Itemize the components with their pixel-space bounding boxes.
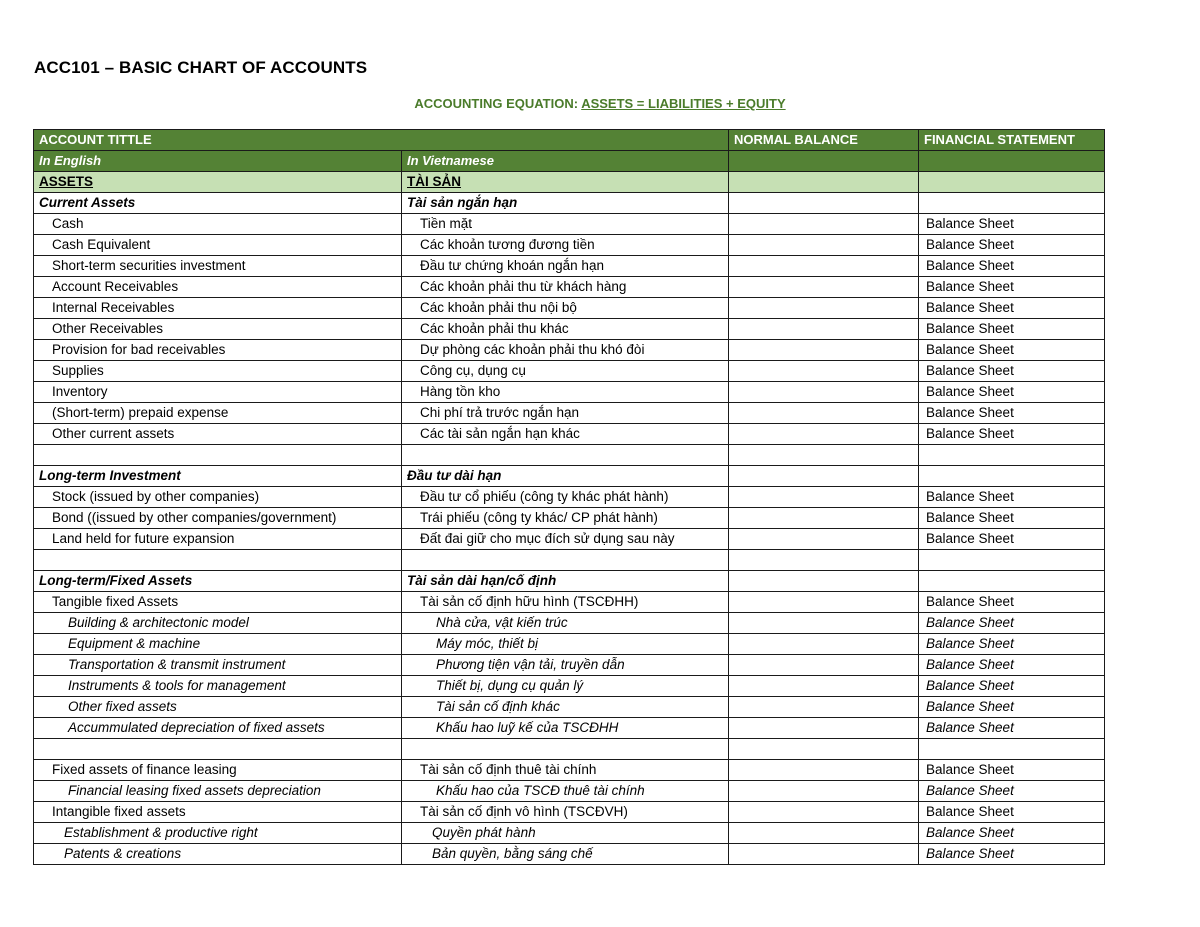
table-row — [34, 172, 1105, 193]
financial-statement-cell: Balance Sheet — [919, 508, 1105, 529]
normal-balance-cell — [729, 634, 919, 655]
normal-balance-cell — [729, 655, 919, 676]
account-name-vietnamese: Tài sản cố định khác — [402, 697, 729, 718]
normal-balance-cell — [729, 172, 919, 193]
normal-balance-cell — [729, 277, 919, 298]
account-name-vietnamese: Các khoản phải thu khác — [402, 319, 729, 340]
table-row — [34, 697, 1105, 718]
table-row — [34, 424, 1105, 445]
account-name-vietnamese: Công cụ, dụng cụ — [402, 361, 729, 382]
normal-balance-cell — [729, 697, 919, 718]
table-row — [34, 487, 1105, 508]
financial-statement-cell: Balance Sheet — [919, 844, 1105, 865]
account-name-english: Internal Receivables — [34, 298, 402, 319]
account-name-english: Tangible fixed Assets — [34, 592, 402, 613]
normal-balance-cell — [729, 718, 919, 739]
table-row — [34, 298, 1105, 319]
account-name-vietnamese: Quyền phát hành — [402, 823, 729, 844]
table-row — [34, 718, 1105, 739]
account-name-english: Other current assets — [34, 424, 402, 445]
account-name-english: Land held for future expansion — [34, 529, 402, 550]
account-name-english: Cash Equivalent — [34, 235, 402, 256]
account-name-english: Long-term/Fixed Assets — [34, 571, 402, 592]
account-name-vietnamese: Máy móc, thiết bị — [402, 634, 729, 655]
financial-statement-cell: Balance Sheet — [919, 697, 1105, 718]
document-title: ACC101 – BASIC CHART OF ACCOUNTS — [34, 58, 368, 77]
normal-balance-cell — [729, 214, 919, 235]
financial-statement-cell: Balance Sheet — [919, 256, 1105, 277]
normal-balance-cell — [729, 403, 919, 424]
account-name-vietnamese: Phương tiện vận tải, truyền dẫn — [402, 655, 729, 676]
table-row — [34, 529, 1105, 550]
account-name-vietnamese: Khấu hao của TSCĐ thuê tài chính — [402, 781, 729, 802]
account-name-vietnamese: Tài sản cố định hữu hình (TSCĐHH) — [402, 592, 729, 613]
financial-statement-cell: Balance Sheet — [919, 487, 1105, 508]
account-name-english: Fixed assets of finance leasing — [34, 760, 402, 781]
account-name-english: Cash — [34, 214, 402, 235]
account-name-vietnamese — [402, 550, 729, 571]
normal-balance-cell — [729, 823, 919, 844]
financial-statement-cell — [919, 571, 1105, 592]
financial-statement-cell: Balance Sheet — [919, 277, 1105, 298]
normal-balance-cell — [729, 361, 919, 382]
account-name-english: (Short-term) prepaid expense — [34, 403, 402, 424]
normal-balance-cell — [729, 676, 919, 697]
financial-statement-cell: Balance Sheet — [919, 529, 1105, 550]
account-name-vietnamese: Khấu hao luỹ kế của TSCĐHH — [402, 718, 729, 739]
equation-value: ASSETS = LIABILITIES + EQUITY — [581, 96, 786, 111]
financial-statement-cell: Balance Sheet — [919, 676, 1105, 697]
account-name-english: Other fixed assets — [34, 697, 402, 718]
header-empty-cell — [729, 151, 919, 172]
account-name-english: Stock (issued by other companies) — [34, 487, 402, 508]
account-name-vietnamese: Nhà cửa, vật kiến trúc — [402, 613, 729, 634]
normal-balance-cell — [729, 193, 919, 214]
financial-statement-cell: Balance Sheet — [919, 424, 1105, 445]
account-name-vietnamese: Các khoản phải thu nội bộ — [402, 298, 729, 319]
financial-statement-cell — [919, 172, 1105, 193]
table-header-row — [34, 130, 1105, 151]
account-name-english: Long-term Investment — [34, 466, 402, 487]
account-name-english: Intangible fixed assets — [34, 802, 402, 823]
account-name-vietnamese: Tiền mặt — [402, 214, 729, 235]
normal-balance-cell — [729, 508, 919, 529]
header-normal-balance: NORMAL BALANCE — [729, 130, 919, 151]
account-name-vietnamese: Tài sản cố định vô hình (TSCĐVH) — [402, 802, 729, 823]
account-name-english: ASSETS — [34, 172, 402, 193]
normal-balance-cell — [729, 340, 919, 361]
normal-balance-cell — [729, 319, 919, 340]
header-in-vietnamese: In Vietnamese — [402, 151, 729, 172]
normal-balance-cell — [729, 571, 919, 592]
accounting-equation — [0, 96, 1200, 111]
equation-label: ACCOUNTING EQUATION: — [414, 96, 582, 111]
normal-balance-cell — [729, 592, 919, 613]
account-name-vietnamese: Đầu tư cổ phiếu (công ty khác phát hành) — [402, 487, 729, 508]
account-name-vietnamese: Thiết bị, dụng cụ quản lý — [402, 676, 729, 697]
normal-balance-cell — [729, 613, 919, 634]
account-name-vietnamese: Chi phí trả trước ngắn hạn — [402, 403, 729, 424]
financial-statement-cell: Balance Sheet — [919, 781, 1105, 802]
table-row — [34, 445, 1105, 466]
account-name-english: Patents & creations — [34, 844, 402, 865]
financial-statement-cell — [919, 445, 1105, 466]
financial-statement-cell — [919, 193, 1105, 214]
table-row — [34, 781, 1105, 802]
financial-statement-cell: Balance Sheet — [919, 802, 1105, 823]
table-row — [34, 760, 1105, 781]
financial-statement-cell — [919, 466, 1105, 487]
account-name-english: Account Receivables — [34, 277, 402, 298]
table-row — [34, 340, 1105, 361]
header-in-english: In English — [34, 151, 402, 172]
account-name-vietnamese: Trái phiếu (công ty khác/ CP phát hành) — [402, 508, 729, 529]
normal-balance-cell — [729, 487, 919, 508]
header-account-title: ACCOUNT TITTLE — [34, 130, 729, 151]
table-row — [34, 802, 1105, 823]
normal-balance-cell — [729, 802, 919, 823]
normal-balance-cell — [729, 844, 919, 865]
financial-statement-cell: Balance Sheet — [919, 634, 1105, 655]
financial-statement-cell: Balance Sheet — [919, 298, 1105, 319]
account-name-english: Transportation & transmit instrument — [34, 655, 402, 676]
normal-balance-cell — [729, 781, 919, 802]
normal-balance-cell — [729, 235, 919, 256]
account-name-english: Short-term securities investment — [34, 256, 402, 277]
header-empty-cell — [919, 151, 1105, 172]
account-name-vietnamese — [402, 445, 729, 466]
account-name-vietnamese: Đầu tư chứng khoán ngắn hạn — [402, 256, 729, 277]
account-name-vietnamese: Dự phòng các khoản phải thu khó đòi — [402, 340, 729, 361]
account-name-vietnamese: Bản quyền, bằng sáng chế — [402, 844, 729, 865]
financial-statement-cell: Balance Sheet — [919, 403, 1105, 424]
table-subheader-row — [34, 151, 1105, 172]
financial-statement-cell: Balance Sheet — [919, 760, 1105, 781]
account-name-english: Equipment & machine — [34, 634, 402, 655]
account-name-english: Establishment & productive right — [34, 823, 402, 844]
account-name-english — [34, 550, 402, 571]
financial-statement-cell: Balance Sheet — [919, 214, 1105, 235]
account-name-english: Inventory — [34, 382, 402, 403]
table-row — [34, 214, 1105, 235]
account-name-vietnamese: Tài sản dài hạn/cố định — [402, 571, 729, 592]
table-row — [34, 655, 1105, 676]
financial-statement-cell: Balance Sheet — [919, 319, 1105, 340]
normal-balance-cell — [729, 298, 919, 319]
financial-statement-cell: Balance Sheet — [919, 655, 1105, 676]
normal-balance-cell — [729, 445, 919, 466]
table-row — [34, 634, 1105, 655]
account-name-english: Supplies — [34, 361, 402, 382]
header-financial-statement: FINANCIAL STATEMENT — [919, 130, 1105, 151]
account-name-vietnamese: Các tài sản ngắn hạn khác — [402, 424, 729, 445]
normal-balance-cell — [729, 466, 919, 487]
table-row — [34, 613, 1105, 634]
normal-balance-cell — [729, 382, 919, 403]
table-row — [34, 739, 1105, 760]
account-name-english — [34, 739, 402, 760]
table-row — [34, 550, 1105, 571]
table-row — [34, 592, 1105, 613]
table-row — [34, 256, 1105, 277]
financial-statement-cell: Balance Sheet — [919, 718, 1105, 739]
table-row — [34, 823, 1105, 844]
account-name-vietnamese: Tài sản ngắn hạn — [402, 193, 729, 214]
account-name-english — [34, 445, 402, 466]
table-row — [34, 361, 1105, 382]
financial-statement-cell: Balance Sheet — [919, 382, 1105, 403]
account-name-vietnamese: Đầu tư dài hạn — [402, 466, 729, 487]
normal-balance-cell — [729, 424, 919, 445]
table-row — [34, 571, 1105, 592]
financial-statement-cell — [919, 739, 1105, 760]
normal-balance-cell — [729, 739, 919, 760]
table-row — [34, 235, 1105, 256]
financial-statement-cell: Balance Sheet — [919, 592, 1105, 613]
table-row — [34, 193, 1105, 214]
table-row — [34, 508, 1105, 529]
account-name-vietnamese: Các khoản tương đương tiền — [402, 235, 729, 256]
table-row — [34, 382, 1105, 403]
account-name-english: Current Assets — [34, 193, 402, 214]
table-row — [34, 844, 1105, 865]
table-row — [34, 277, 1105, 298]
financial-statement-cell: Balance Sheet — [919, 235, 1105, 256]
account-name-vietnamese: Đất đai giữ cho mục đích sử dụng sau này — [402, 529, 729, 550]
table-row — [34, 319, 1105, 340]
account-name-english: Instruments & tools for management — [34, 676, 402, 697]
table-row — [34, 676, 1105, 697]
account-name-vietnamese: Các khoản phải thu từ khách hàng — [402, 277, 729, 298]
financial-statement-cell: Balance Sheet — [919, 613, 1105, 634]
table-row — [34, 403, 1105, 424]
account-name-vietnamese: Tài sản cố định thuê tài chính — [402, 760, 729, 781]
account-name-vietnamese — [402, 739, 729, 760]
table-row — [34, 466, 1105, 487]
normal-balance-cell — [729, 760, 919, 781]
normal-balance-cell — [729, 550, 919, 571]
account-name-vietnamese: Hàng tồn kho — [402, 382, 729, 403]
account-name-english: Bond ((issued by other companies/government) — [34, 508, 402, 529]
account-name-vietnamese: TÀI SẢN — [402, 172, 729, 193]
account-name-english: Building & architectonic model — [34, 613, 402, 634]
chart-of-accounts-table — [33, 129, 1105, 865]
financial-statement-cell: Balance Sheet — [919, 340, 1105, 361]
account-name-english: Provision for bad receivables — [34, 340, 402, 361]
account-name-english: Financial leasing fixed assets depreciation — [34, 781, 402, 802]
financial-statement-cell: Balance Sheet — [919, 361, 1105, 382]
normal-balance-cell — [729, 256, 919, 277]
normal-balance-cell — [729, 529, 919, 550]
financial-statement-cell — [919, 550, 1105, 571]
financial-statement-cell: Balance Sheet — [919, 823, 1105, 844]
account-name-english: Other Receivables — [34, 319, 402, 340]
account-name-english: Accummulated depreciation of fixed assets — [34, 718, 402, 739]
